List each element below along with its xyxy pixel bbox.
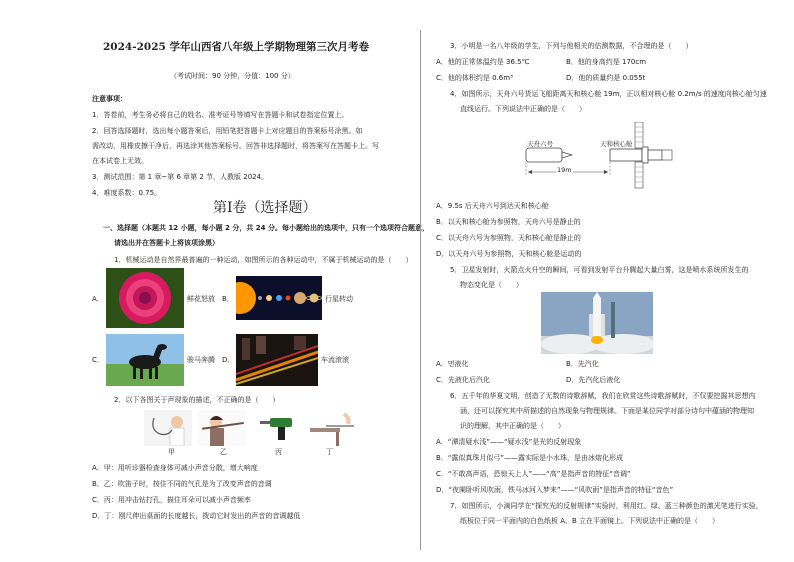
- planets-image: [236, 276, 322, 320]
- q2-option-c: C．丙：用冲击钻打孔，描住耳朵可以减小声音频率: [92, 496, 251, 504]
- right-column: [420, 0, 794, 562]
- flute-image: [198, 410, 246, 446]
- q7-stem: 7．如图所示，小滴同学在“探究光的反射规律”实验时，利用红、绿、蓝三种颜色的激光笔进行实验，: [450, 502, 763, 510]
- q4-stem: 4．如图所示，天舟六号货运飞船距离天和核心舱 19m，正以相对核心舱 0.2m/s 的速度向核心舱匀速: [450, 90, 767, 98]
- q5-option-a: A．먼液化: [436, 360, 469, 368]
- rose-image: [106, 268, 184, 328]
- q2-option-d: D．丁：刚尺伸出桌面的长度越长，拨动它时发出的声音的音调越低: [92, 512, 301, 520]
- q6-option-c: C．“不敢高声语，恐惊天上人”——“高”是指声音的特征“音调”: [436, 470, 631, 478]
- q1-option-b-label: 行星转动: [325, 295, 353, 303]
- notice-line: 2．回答选择题时，选出每小题答案后，用铅笔把答题卡上对应题目的答案标号涂黑。如: [92, 127, 363, 135]
- horse-image: [106, 334, 184, 386]
- rocket-launch-image: [541, 292, 653, 354]
- q6-option-a: A．“潭清疑水浅”——“疑水浅”是光的反射现象: [436, 438, 582, 446]
- q4-stem-cont: 直线运行。下列说法中正确的是（ ）: [460, 105, 586, 113]
- q5-option-b: B．先汽化: [566, 360, 599, 368]
- q1-option-a-label: 鲜花怒放: [187, 295, 215, 303]
- section-instruction: 一、选择题（本题共 12 小题，每小题 2 分，共 24 分。每小题给出的选项中，只有一个选项符合题意，: [103, 224, 429, 232]
- q1-option-a-letter: A．: [92, 295, 104, 303]
- notice-line: 1．答卷前，考生务必将自己的姓名、准考证号等填写在答题卡和试卷指定位置上。: [92, 111, 349, 119]
- q6-stem-cont: 涵，还可以探究其中所描述的自然现象与物理规律。下面是某位同学对部分诗句中蕴涵的物理知: [460, 407, 754, 415]
- label-distance: 19m: [557, 166, 572, 174]
- stethoscope-image: [144, 410, 192, 446]
- notice-line: 3．测试范围：第 1 章~第 6 章第 2 节，人教版 2024。: [92, 173, 269, 181]
- ruler-table-image: [308, 410, 356, 446]
- q1-option-c-label: 骏马奔腾: [187, 356, 215, 364]
- q1-stem: 1．机械运动是自然界最普遍的一种运动，如图所示的各种运动中，不属于机械运动的是（ ）: [114, 256, 413, 264]
- traffic-image: [236, 334, 318, 386]
- q5-option-c: C．先液化后汽化: [436, 376, 490, 384]
- q7-stem-cont: 纸板位于同一平面内的白色纸板 A、B 立在平面镜上。下列说法中正确的是（ ）: [460, 517, 720, 525]
- q3-option-a: A．他的正常体温约是 36.5℃: [436, 58, 530, 66]
- notice-heading: 注意事项：: [92, 95, 127, 103]
- q1-option-b-letter: B．: [222, 295, 234, 303]
- exam-title: 2024-2025 学年山西省八年级上学期物理第三次月考卷: [103, 41, 369, 53]
- figure-label-jia: 甲: [168, 448, 175, 456]
- figure-label-ding: 丁: [326, 448, 333, 456]
- q6-stem: 6．五千年的华夏文明，创造了无数的诗歌辞赋，我们在欣赏这些诗歌辞赋时，不仅要挖掘其思想内: [450, 392, 756, 400]
- figure-label-yi: 乙: [220, 448, 227, 456]
- q6-option-d: D．“夜阑卧听风吹雨，铁马冰河入梦来”——“风吹雨”是指声音的特征“音色”: [436, 486, 674, 494]
- q4-option-a: A．9.5s 后天舟六号到达天和核心舱: [436, 202, 549, 210]
- q1-option-d-letter: D．: [222, 356, 235, 364]
- q6-stem-cont: 识的理解，其中正确的是（ ）: [460, 422, 565, 430]
- spacecraft-diagram: [520, 122, 680, 190]
- q3-option-c: C．他的体积约是 0.6m³: [436, 74, 513, 82]
- q3-option-b: B．他的身高约是 170cm: [566, 58, 647, 66]
- notice-line: 需改动，用橡皮擦干净后，再选涂其他答案标号。回答非选择题时，将答案写在答题卡上。写: [92, 142, 379, 150]
- q6-option-b: B．“露似真珠月似弓”——露实际是小水珠，是由冰熔化形成: [436, 454, 624, 462]
- q1-option-d-label: 车流滚滚: [321, 356, 349, 364]
- q4-option-c: C．以天舟六号为参照物，天和核心舱是静止的: [436, 234, 581, 242]
- q5-stem-cont: 物态变化是（ ）: [460, 281, 523, 289]
- q4-option-b: B．以天和核心舱为参照物，天舟六号是静止的: [436, 218, 581, 226]
- drill-image: [256, 412, 302, 444]
- section-title: 第Ⅰ卷（选择题）: [213, 200, 317, 216]
- notice-line: 在本试卷上无效。: [92, 157, 148, 165]
- label-tianzhou: 天舟六号: [527, 140, 553, 148]
- q3-option-d: D．他的质量约是 0.055t: [566, 74, 646, 82]
- q2-option-a: A．甲：用听诊器检查身体可减小声音分散，增大响度: [92, 464, 258, 472]
- notice-line: 4．难度系数：0.75。: [92, 189, 162, 197]
- q3-stem: 3．小明是一名八年级的学生，下列与他相关的估测数据，不合理的是（ ）: [450, 42, 693, 50]
- q5-option-d: D．先汽化后液化: [566, 376, 621, 384]
- q2-option-b: B．乙：吹笛子时，按住不同的气孔是为了改变声音的音调: [92, 480, 272, 488]
- section-instruction: 请选出并在答题卡上将该项涂黑）: [114, 239, 219, 247]
- q2-stem: 2．以下各图关于声现象的描述，不正确的是（ ）: [114, 396, 280, 404]
- figure-label-bing: 丙: [275, 448, 282, 456]
- label-tianhe: 天和核心舱: [600, 140, 633, 148]
- q1-option-c-letter: C．: [92, 356, 104, 364]
- q5-stem: 5．卫星发射时，火箭点火升空的瞬间，可看到发射平台升腾起大量白雾，这是喷水系统所发生的: [450, 266, 749, 274]
- q4-option-d: D．以天舟六号为参照物，天和核心舱是运动的: [436, 250, 582, 258]
- exam-subtitle: （考试时间：90 分钟，分值：100 分）: [170, 72, 295, 80]
